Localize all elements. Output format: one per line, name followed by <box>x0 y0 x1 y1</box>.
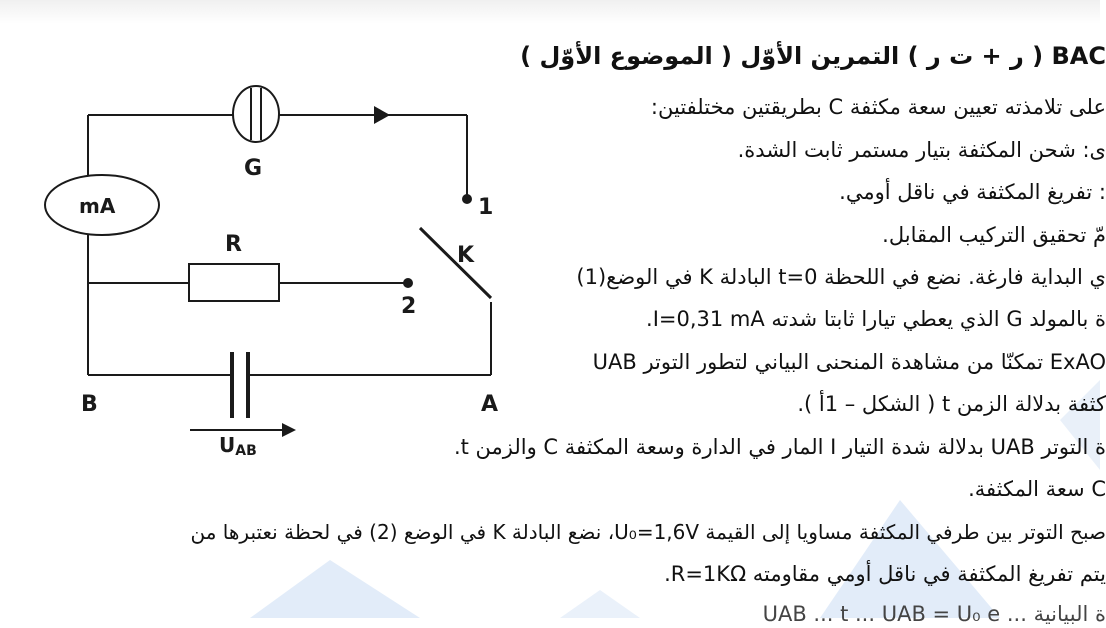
text-line-2: ى: شحن المكثفة بتيار مستمر ثابت الشدة. <box>737 138 1106 162</box>
text-line-10: C سعة المكثفة. <box>968 477 1106 501</box>
text-line-6: ة بالمولد G الذي يعطي تيارا ثابتا شدته I=0,31 mA. <box>646 307 1106 331</box>
text-line-13: ة البيانية ... UAB ... t ... UAB = U₀ e <box>762 602 1106 626</box>
node-b-label: B <box>81 392 98 417</box>
resistor-label: R <box>225 232 242 257</box>
text-line-12: يتم تفريغ المكثفة في ناقل أومي مقاومته R=1KΩ. <box>664 562 1106 586</box>
text-line-7: ExAO تمكنّا من مشاهدة المنحنى البياني لتطور التوتر UAB <box>592 350 1106 374</box>
text-line-4: مّ تحقيق التركيب المقابل. <box>882 223 1106 247</box>
contact-1-label: 1 <box>478 195 494 220</box>
exercise-title: BAC ( ر + ت ر ) التمرين الأوّل ( الموضوع الأوّل ) <box>520 42 1106 70</box>
resistor-symbol <box>189 264 279 301</box>
switch-contact-1 <box>462 194 472 204</box>
text-line-1: على تلامذته تعيين سعة مكثفة C بطريقتين مختلفتين: <box>650 95 1106 119</box>
switch-label: K <box>457 243 475 268</box>
text-line-11: صبح التوتر بين طرفي المكثفة مساويا إلى القيمة U₀=1,6V، نضع البادلة K في الوضع (2) في لحظة نعتبرها من <box>190 520 1106 544</box>
text-line-5: ي البداية فارغة. نضع في اللحظة t=0 البادلة K في الوضع(1) <box>576 265 1106 289</box>
contact-2-label: 2 <box>401 294 417 319</box>
generator-label: G <box>244 156 263 181</box>
text-line-3: : تفريغ المكثفة في ناقل أومي. <box>839 180 1106 204</box>
switch-blade <box>420 228 491 298</box>
generator-symbol <box>233 86 279 142</box>
text-line-8: كثفة بدلالة الزمن t ( الشكل – 1أ ). <box>797 392 1106 416</box>
node-a-label: A <box>481 392 499 417</box>
circuit-diagram <box>0 0 520 470</box>
voltage-label: UAB <box>219 433 257 459</box>
ammeter-label: mA <box>79 194 116 218</box>
switch-contact-2 <box>403 278 413 288</box>
text-line-9: ة التوتر UAB بدلالة شدة التيار I المار في الدارة وسعة المكثفة C والزمن t. <box>453 435 1106 459</box>
